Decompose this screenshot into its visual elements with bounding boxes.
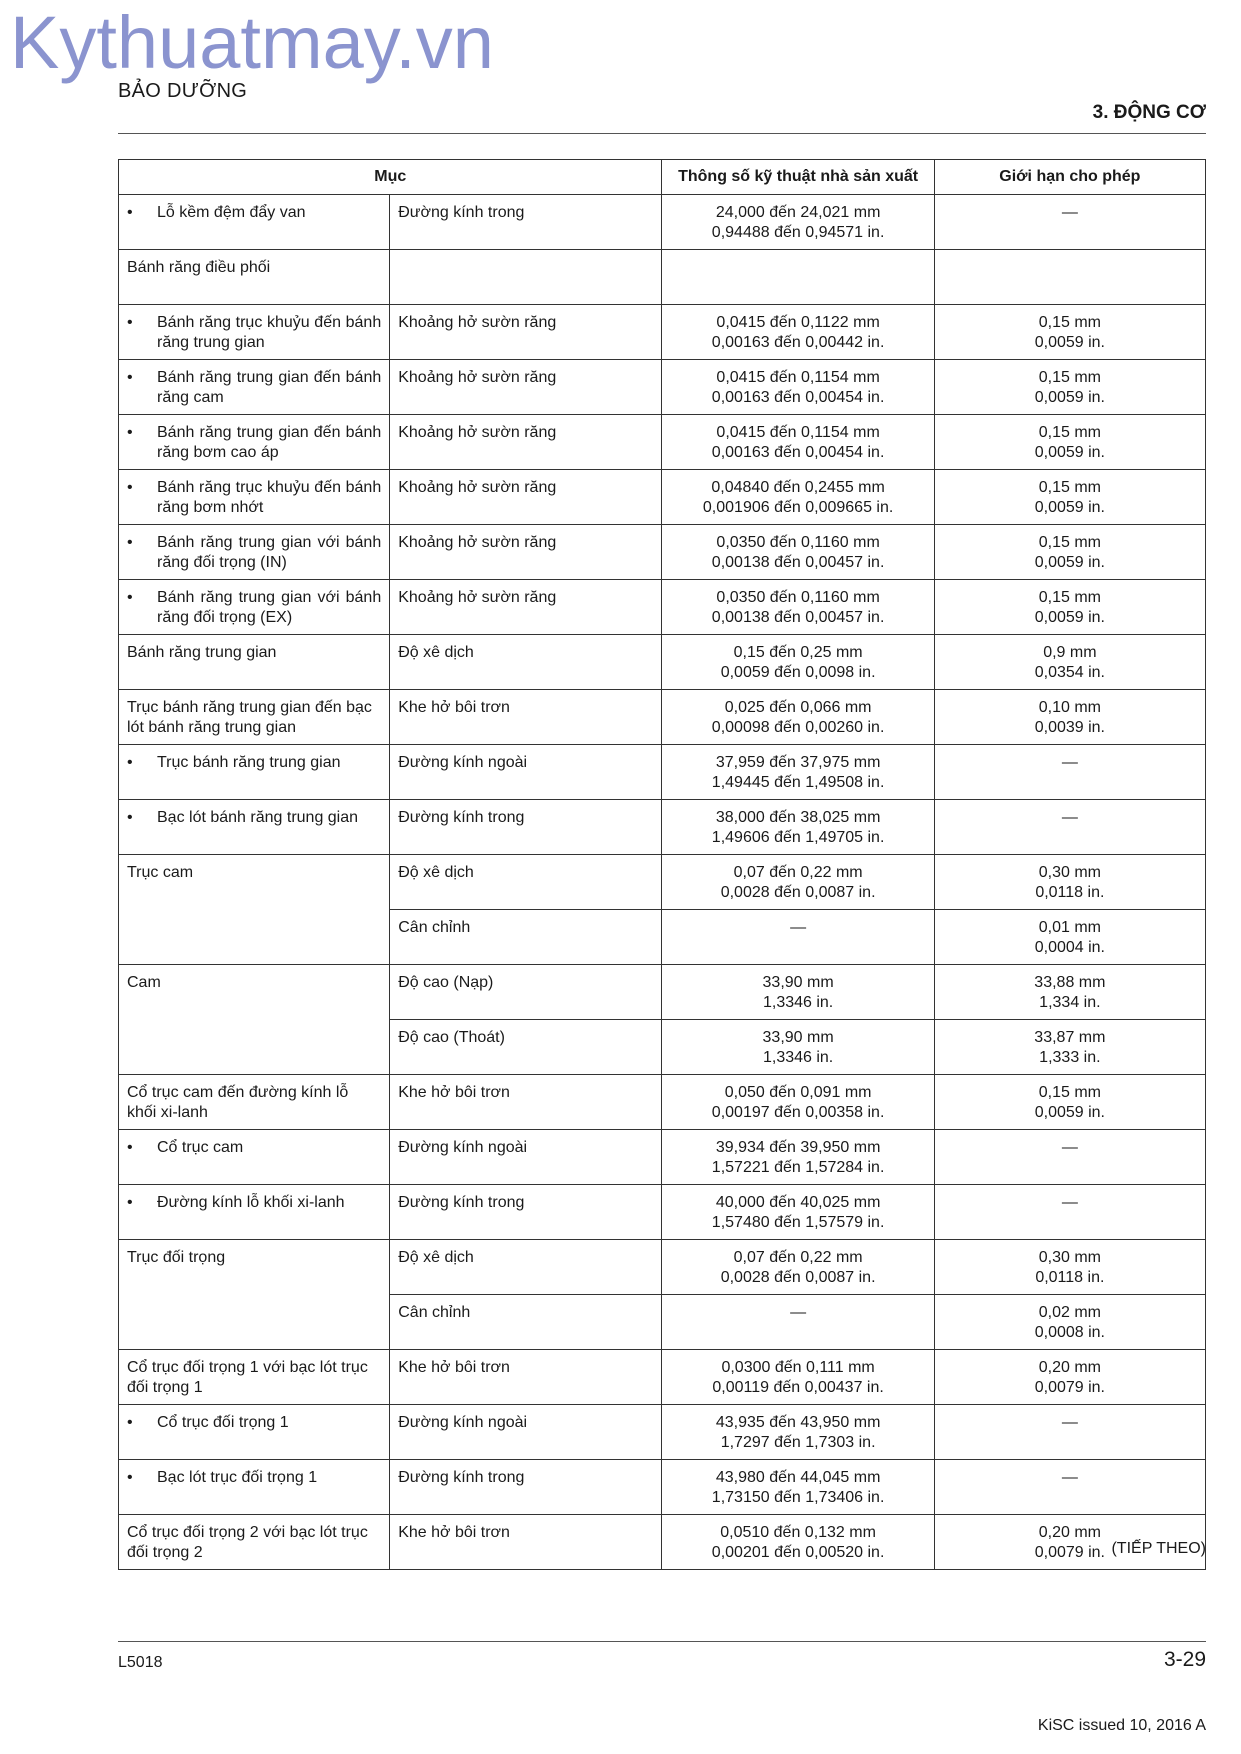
limit-cell [934,690,1205,745]
spec-cell [662,1130,934,1185]
spec-cell [662,800,934,855]
limit-cell [934,580,1205,635]
limit-value: — [1061,1414,1078,1431]
item-cell [119,470,390,525]
spec-value: 0,001906 đến 0,009665 in. [702,499,894,516]
parameter-cell: Độ xê dịch [390,635,662,690]
item-text: Bánh răng trung gian đến bánh răng bơm cao áp [157,424,382,461]
limit-cell [934,635,1205,690]
bullet-marker: • [127,589,133,606]
spec-value: 0,0510 đến 0,132 mm [720,1524,876,1541]
table-row [119,470,1206,525]
parameter-cell: Khoảng hở sườn răng [390,580,662,635]
spec-value: 0,0350 đến 0,1160 mm [716,534,880,551]
spec-cell [662,1460,934,1515]
limit-cell [934,470,1205,525]
spec-cell [662,360,934,415]
limit-value: 0,0059 in. [1034,554,1105,571]
bullet-marker: • [127,479,133,496]
bullet-marker: • [127,1469,133,1486]
spec-value: 0,00163 đến 0,00454 in. [711,389,885,406]
table-row [119,745,1206,800]
bullet-marker: • [127,1194,133,1211]
limit-cell [934,1185,1205,1240]
spec-value: 0,07 đến 0,22 mm [733,864,863,881]
spec-value: 0,025 đến 0,066 mm [724,699,872,716]
limit-value: 0,0059 in. [1034,499,1105,516]
limit-cell [934,195,1205,250]
table-row [119,800,1206,855]
table-row [119,1460,1206,1515]
item-cell: Cổ trục đối trọng 2 với bạc lót trục đối trọng 2 [119,1515,390,1570]
bullet-marker: • [127,424,133,441]
table-header-row [119,160,1206,195]
item-text: Cổ trục cam [157,1139,244,1156]
table-row [119,1515,1206,1570]
table-row [119,1240,1206,1295]
item-cell: Bánh răng điều phối [119,250,390,305]
spec-value: 0,0415 đến 0,1122 mm [716,314,880,331]
limit-cell [934,1075,1205,1130]
document-code: L5018 [118,1654,163,1671]
parameter-cell: Đường kính trong [390,195,662,250]
bullet-marker: • [127,809,133,826]
spec-value: 1,73150 đến 1,73406 in. [711,1489,885,1506]
item-label [127,478,382,518]
limit-value: 0,0354 in. [1034,664,1105,681]
limit-value: 0,0079 in. [1034,1544,1105,1561]
item-label [127,533,382,573]
parameter-cell: Đường kính ngoài [390,1405,662,1460]
limit-cell [934,360,1205,415]
limit-value: 0,15 mm [1038,369,1101,386]
spec-value: 0,00098 đến 0,00260 in. [711,719,885,736]
table-row [119,360,1206,415]
item-cell [119,305,390,360]
table-row [119,690,1206,745]
limit-cell [934,855,1205,910]
spec-value: 0,00163 đến 0,00454 in. [711,444,885,461]
item-text: Bạc lót bánh răng trung gian [157,809,359,826]
header-divider [118,133,1206,134]
parameter-cell: Cân chỉnh [390,1295,662,1350]
spec-cell [662,910,934,965]
spec-cell [662,855,934,910]
bullet-marker: • [127,369,133,386]
table-row [119,1185,1206,1240]
chapter-title: 3. ĐỘNG CƠ [1092,102,1206,123]
bullet-marker: • [127,1139,133,1156]
spec-cell [662,1240,934,1295]
spec-value: 0,00163 đến 0,00442 in. [711,334,885,351]
spec-value: 1,57221 đến 1,57284 in. [711,1159,885,1176]
parameter-cell: Độ xê dịch [390,855,662,910]
spec-value: — [790,1304,807,1321]
item-label [127,808,381,828]
spec-value: 0,04840 đến 0,2455 mm [711,479,885,496]
item-cell: Cổ trục cam đến đường kính lỗ khối xi-lanh [119,1075,390,1130]
limit-cell [934,250,1205,305]
item-cell [119,580,390,635]
spec-value: 0,15 đến 0,25 mm [733,644,863,661]
spec-value: 39,934 đến 39,950 mm [715,1139,881,1156]
spec-value: 0,07 đến 0,22 mm [733,1249,863,1266]
parameter-cell: Độ xê dịch [390,1240,662,1295]
item-cell [119,1185,390,1240]
limit-value: 0,0059 in. [1034,334,1105,351]
spec-value: 0,00197 đến 0,00358 in. [711,1104,885,1121]
spec-value: 0,00138 đến 0,00457 in. [711,609,885,626]
item-label [127,203,381,223]
table-row [119,250,1206,305]
item-text: Bánh răng trung gian với bánh răng đối trọng (IN) [157,534,382,571]
item-text: Lỗ kềm đệm đẩy van [157,204,306,221]
item-cell [119,1405,390,1460]
item-cell [119,360,390,415]
continued-note: (TIẾP THEO) [1111,1540,1206,1557]
limit-cell [934,910,1205,965]
spec-cell [662,1350,934,1405]
table-row [119,1350,1206,1405]
spec-table [118,159,1206,1570]
parameter-cell: Đường kính ngoài [390,745,662,800]
spec-value: 1,49445 đến 1,49508 in. [711,774,885,791]
parameter-cell: Khoảng hở sườn răng [390,305,662,360]
table-row [119,965,1206,1020]
limit-cell [934,1405,1205,1460]
limit-value: 1,334 in. [1039,994,1101,1011]
spec-cell [662,580,934,635]
spec-cell [662,415,934,470]
item-cell [119,800,390,855]
spec-value: 0,050 đến 0,091 mm [724,1084,872,1101]
watermark-logo: Kythuatmay.vn [10,1,494,84]
header-item: Mục [119,160,662,195]
limit-value: — [1061,204,1078,221]
limit-value: 0,0059 in. [1034,609,1105,626]
limit-value: 0,0004 in. [1034,939,1105,956]
limit-value: 0,0039 in. [1034,719,1105,736]
limit-value: — [1061,754,1078,771]
limit-value: 0,0008 in. [1034,1324,1105,1341]
section-title: BẢO DƯỠNG [118,80,248,102]
limit-cell [934,305,1205,360]
table-row [119,195,1206,250]
table-row [119,580,1206,635]
limit-value: 0,30 mm [1038,1249,1101,1266]
header-limit: Giới hạn cho phép [934,160,1205,195]
item-label [127,313,382,353]
spec-cell [662,525,934,580]
parameter-cell: Khe hở bôi trơn [390,1350,662,1405]
parameter-cell: Đường kính ngoài [390,1130,662,1185]
limit-cell [934,415,1205,470]
limit-value: 0,15 mm [1038,479,1101,496]
parameter-cell: Khoảng hở sườn răng [390,415,662,470]
limit-value: 0,15 mm [1038,314,1101,331]
bullet-marker: • [127,534,133,551]
spec-value: 0,00201 đến 0,00520 in. [711,1544,885,1561]
table-row [119,525,1206,580]
limit-cell [934,1240,1205,1295]
parameter-cell: Đường kính trong [390,1460,662,1515]
parameter-cell: Khe hở bôi trơn [390,690,662,745]
parameter-cell: Đường kính trong [390,800,662,855]
spec-cell [662,690,934,745]
item-label [127,1413,381,1433]
limit-value: — [1061,1469,1078,1486]
limit-cell [934,525,1205,580]
item-text: Bánh răng trung gian với bánh răng đối trọng (EX) [157,589,382,626]
limit-value: 1,333 in. [1039,1049,1101,1066]
spec-value: 38,000 đến 38,025 mm [715,809,881,826]
item-text: Trục bánh răng trung gian [157,754,341,771]
spec-value: 1,3346 in. [762,1049,834,1066]
spec-value: 0,0415 đến 0,1154 mm [716,369,880,386]
spec-value: 24,000 đến 24,021 mm [715,204,881,221]
bullet-marker: • [127,204,133,221]
item-cell [119,1460,390,1515]
parameter-cell: Khe hở bôi trơn [390,1515,662,1570]
spec-cell [662,965,934,1020]
spec-value: 43,980 đến 44,045 mm [715,1469,881,1486]
table-row [119,1075,1206,1130]
item-text: Bạc lót trục đối trọng 1 [157,1469,318,1486]
limit-cell [934,1130,1205,1185]
limit-value: 0,0059 in. [1034,444,1105,461]
item-label [127,1468,381,1488]
item-cell [119,525,390,580]
parameter-cell: Độ cao (Nạp) [390,965,662,1020]
table-row [119,1405,1206,1460]
item-label [127,423,382,463]
spec-value: 1,3346 in. [762,994,834,1011]
limit-value: 0,15 mm [1038,1084,1101,1101]
spec-cell [662,1295,934,1350]
item-cell: Trục cam [119,855,390,965]
limit-value: 33,87 mm [1034,1029,1106,1046]
limit-value: 0,01 mm [1038,919,1101,936]
limit-cell [934,965,1205,1020]
spec-cell [662,1185,934,1240]
parameter-cell: Đường kính trong [390,1185,662,1240]
bullet-marker: • [127,754,133,771]
limit-cell [934,1350,1205,1405]
parameter-cell: Khoảng hở sườn răng [390,360,662,415]
limit-cell [934,1460,1205,1515]
limit-value: 0,02 mm [1038,1304,1101,1321]
limit-value: 0,15 mm [1038,589,1101,606]
limit-value: 0,30 mm [1038,864,1101,881]
table-row [119,855,1206,910]
parameter-cell [390,250,662,305]
parameter-cell: Độ cao (Thoát) [390,1020,662,1075]
parameter-cell: Khoảng hở sườn răng [390,470,662,525]
spec-cell [662,1515,934,1570]
issue-note: KiSC issued 10, 2016 A [1037,1717,1206,1734]
spec-value: 1,57480 đến 1,57579 in. [711,1214,885,1231]
spec-value: 0,0059 đến 0,0098 in. [720,664,876,681]
limit-value: 0,15 mm [1038,534,1101,551]
spec-value: 0,0415 đến 0,1154 mm [716,424,880,441]
item-text: Đường kính lỗ khối xi-lanh [157,1194,345,1211]
table-row [119,1130,1206,1185]
page-number: 3-29 [1163,1648,1206,1671]
spec-value: 0,00119 đến 0,00437 in. [712,1379,884,1396]
parameter-cell: Khe hở bôi trơn [390,1075,662,1130]
spec-value: 0,0300 đến 0,111 mm [721,1359,875,1376]
spec-value: 0,0028 đến 0,0087 in. [720,884,876,901]
header-spec: Thông số kỹ thuật nhà sản xuất [662,160,934,195]
spec-value: 0,0350 đến 0,1160 mm [716,589,880,606]
limit-value: 0,15 mm [1038,424,1101,441]
item-cell [119,1130,390,1185]
limit-value: 0,10 mm [1038,699,1101,716]
item-cell [119,745,390,800]
limit-cell [934,1020,1205,1075]
table-row [119,635,1206,690]
item-text: Bánh răng trung gian đến bánh răng cam [157,369,382,406]
spec-cell [662,745,934,800]
item-cell [119,195,390,250]
limit-value: 0,0059 in. [1034,1104,1105,1121]
parameter-cell: Cân chỉnh [390,910,662,965]
footer-divider [118,1641,1206,1642]
spec-cell [662,470,934,525]
item-text: Bánh răng trục khuỷu đến bánh răng bơm nhớt [157,479,382,516]
limit-value: 0,0059 in. [1034,389,1105,406]
item-cell: Cổ trục đối trọng 1 với bạc lót trục đối trọng 1 [119,1350,390,1405]
limit-value: 0,0079 in. [1034,1379,1105,1396]
spec-value: 0,00138 đến 0,00457 in. [711,554,885,571]
spec-value: 0,94488 đến 0,94571 in. [711,224,885,241]
spec-cell [662,1020,934,1075]
spec-value: 33,90 mm [762,1029,834,1046]
bullet-marker: • [127,1414,133,1431]
spec-cell [662,635,934,690]
spec-cell [662,1405,934,1460]
item-label [127,753,381,773]
spec-value: 40,000 đến 40,025 mm [715,1194,881,1211]
limit-value: — [1061,1194,1078,1211]
item-cell [119,415,390,470]
limit-value: 33,88 mm [1034,974,1106,991]
bullet-marker: • [127,314,133,331]
item-label [127,1193,381,1213]
item-label [127,1138,381,1158]
spec-value: — [790,919,807,936]
limit-cell [934,1295,1205,1350]
limit-value: — [1061,1139,1078,1156]
item-cell: Bánh răng trung gian [119,635,390,690]
table-row [119,305,1206,360]
item-text: Bánh răng trục khuỷu đến bánh răng trung gian [157,314,382,351]
spec-value: 33,90 mm [762,974,834,991]
limit-value: 0,20 mm [1038,1359,1101,1376]
spec-cell [662,250,934,305]
limit-value: 0,0118 in. [1035,1269,1105,1286]
spec-value: 1,7297 đến 1,7303 in. [720,1434,876,1451]
parameter-cell: Khoảng hở sườn răng [390,525,662,580]
limit-value: 0,0118 in. [1035,884,1105,901]
item-label [127,588,382,628]
table-row [119,415,1206,470]
limit-cell [934,745,1205,800]
spec-value: 0,0028 đến 0,0087 in. [720,1269,876,1286]
item-cell: Trục đối trọng [119,1240,390,1350]
spec-cell [662,1075,934,1130]
spec-value: 43,935 đến 43,950 mm [715,1414,881,1431]
spec-value: 37,959 đến 37,975 mm [715,754,881,771]
limit-value: 0,9 mm [1043,644,1097,661]
limit-value: — [1061,809,1078,826]
limit-value: 0,20 mm [1038,1524,1101,1541]
spec-cell [662,305,934,360]
spec-cell [662,195,934,250]
item-text: Cổ trục đối trọng 1 [157,1414,289,1431]
limit-cell [934,800,1205,855]
item-label [127,368,382,408]
item-cell: Trục bánh răng trung gian đến bạc lót bánh răng trung gian [119,690,390,745]
item-cell: Cam [119,965,390,1075]
spec-value: 1,49606 đến 1,49705 in. [711,829,885,846]
